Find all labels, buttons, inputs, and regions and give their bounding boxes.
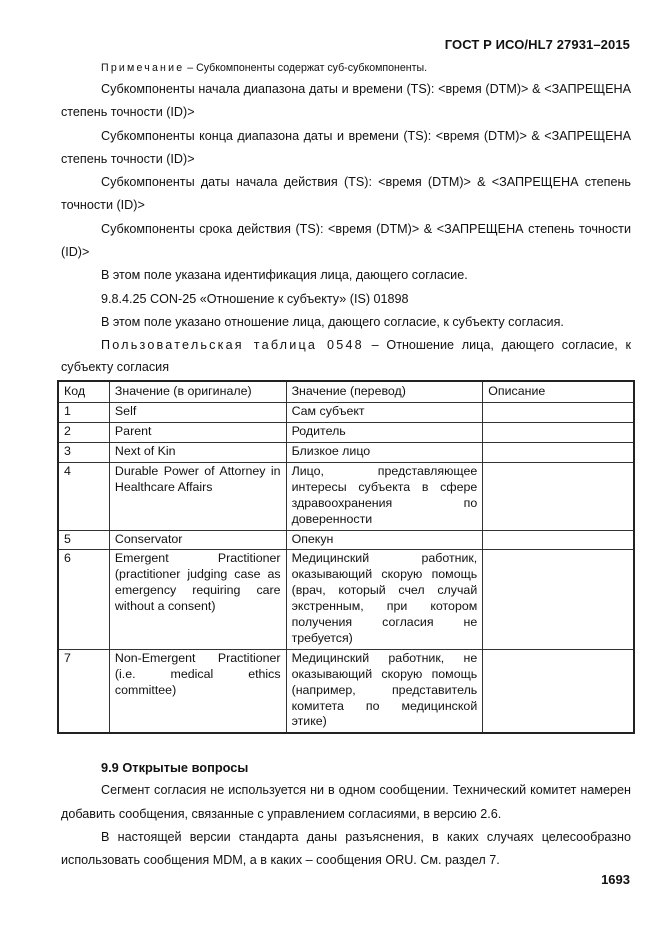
paragraph-identification: В этом поле указана идентификация лица, дающего согласие.: [101, 268, 468, 283]
table-row: [58, 649, 634, 733]
note-text: – Субкомпоненты содержат суб-субкомпоненты.: [184, 62, 428, 74]
table-row: [58, 530, 634, 550]
paragraph-relationship: В этом поле указано отношение лица, дающего согласие, к субъекту согласия.: [101, 314, 564, 329]
field-heading: 9.8.4.25 CON-25 «Отношение к субъекту» (IS) 01898: [101, 291, 409, 306]
cell-translation: Родитель: [286, 423, 483, 443]
cell-description: [483, 423, 634, 443]
cell-code: 1: [58, 403, 109, 423]
page-content: [61, 58, 631, 873]
cell-translation: Лицо, представляющее интересы субъекта в сфере здравоохранения по доверенности: [286, 462, 483, 530]
cell-original: Non-Emergent Practitioner (i.e. medical ethics committee): [109, 649, 286, 733]
document-header: ГОСТ Р ИСО/HL7 27931–2015: [444, 37, 630, 52]
cell-code: 6: [58, 550, 109, 649]
table-caption: [61, 334, 631, 378]
paragraph-range-end: Субкомпоненты конца диапазона даты и времени (TS): <время (DTM)> & <ЗАПРЕЩЕНА степень точности (ID)>: [61, 128, 631, 166]
cell-description: [483, 550, 634, 649]
table-row: [58, 423, 634, 443]
cell-original: Parent: [109, 423, 286, 443]
cell-code: 4: [58, 462, 109, 530]
table-row: [58, 442, 634, 462]
section-heading: 9.9 Открытые вопросы: [101, 760, 249, 776]
cell-original: Durable Power of Attorney in Healthcare Affairs: [109, 462, 286, 530]
column-header-description: Описание: [483, 381, 634, 402]
cell-code: 2: [58, 423, 109, 443]
relationship-table: [57, 380, 635, 734]
cell-code: 7: [58, 649, 109, 733]
table-header-row: [58, 381, 634, 402]
note-label: Примечание: [101, 62, 185, 74]
cell-original: Emergent Practitioner (practitioner judging case as emergency requiring care without a consent): [109, 550, 286, 649]
cell-description: [483, 403, 634, 423]
paragraph-range-start: Субкомпоненты начала диапазона даты и времени (TS): <время (DTM)> & <ЗАПРЕЩЕНА степень точности (ID)>: [61, 82, 631, 120]
cell-description: [483, 442, 634, 462]
cell-original: Conservator: [109, 530, 286, 550]
column-header-translation: Значение (перевод): [286, 381, 483, 402]
cell-description: [483, 649, 634, 733]
table-row: [58, 550, 634, 649]
cell-translation: Сам субъект: [286, 403, 483, 423]
section-paragraph-2: В настоящей версии стандарта даны разъяснения, в каких случаях целесообразно использовать сообщения MDM, а в каких – сообщения ORU. См. раздел 7.: [61, 829, 631, 868]
paragraph-expiration-date: Субкомпоненты срока действия (TS): <время (DTM)> & <ЗАПРЕЩЕНА степень точности (ID)>: [61, 221, 631, 260]
cell-description: [483, 530, 634, 550]
cell-description: [483, 462, 634, 530]
cell-original: Next of Kin: [109, 442, 286, 462]
note: [61, 58, 631, 78]
cell-translation: Близкое лицо: [286, 442, 483, 462]
cell-translation: Медицинский работник, не оказывающий скорую помощь (например, представитель комитета по медицинской этике): [286, 649, 483, 733]
table-row: [58, 462, 634, 530]
column-header-code: Код: [58, 381, 109, 402]
table-row: [58, 403, 634, 423]
column-header-original: Значение (в оригинале): [109, 381, 286, 402]
cell-code: 5: [58, 530, 109, 550]
page-number: 1693: [601, 872, 630, 887]
cell-translation: Медицинский работник, оказывающий скорую помощь (врач, который счел случай экстренным, при котором получения согласия не требуется): [286, 550, 483, 649]
cell-original: Self: [109, 403, 286, 423]
cell-code: 3: [58, 442, 109, 462]
paragraph-effective-date: Субкомпоненты даты начала действия (TS): <время (DTM)> & <ЗАПРЕЩЕНА степень точности (ID)>: [61, 175, 631, 213]
table-caption-label: Пользовательская таблица 0548: [101, 338, 364, 353]
cell-translation: Опекун: [286, 530, 483, 550]
table-caption-text: – Отношение лица, дающего согласие, к субъекту согласия: [61, 338, 631, 375]
section-paragraph-1: Сегмент согласия не используется ни в одном сообщении. Технический комитет намерен добавить сообщения, связанные с управлением согласиями, в версию 2.6.: [61, 783, 631, 821]
